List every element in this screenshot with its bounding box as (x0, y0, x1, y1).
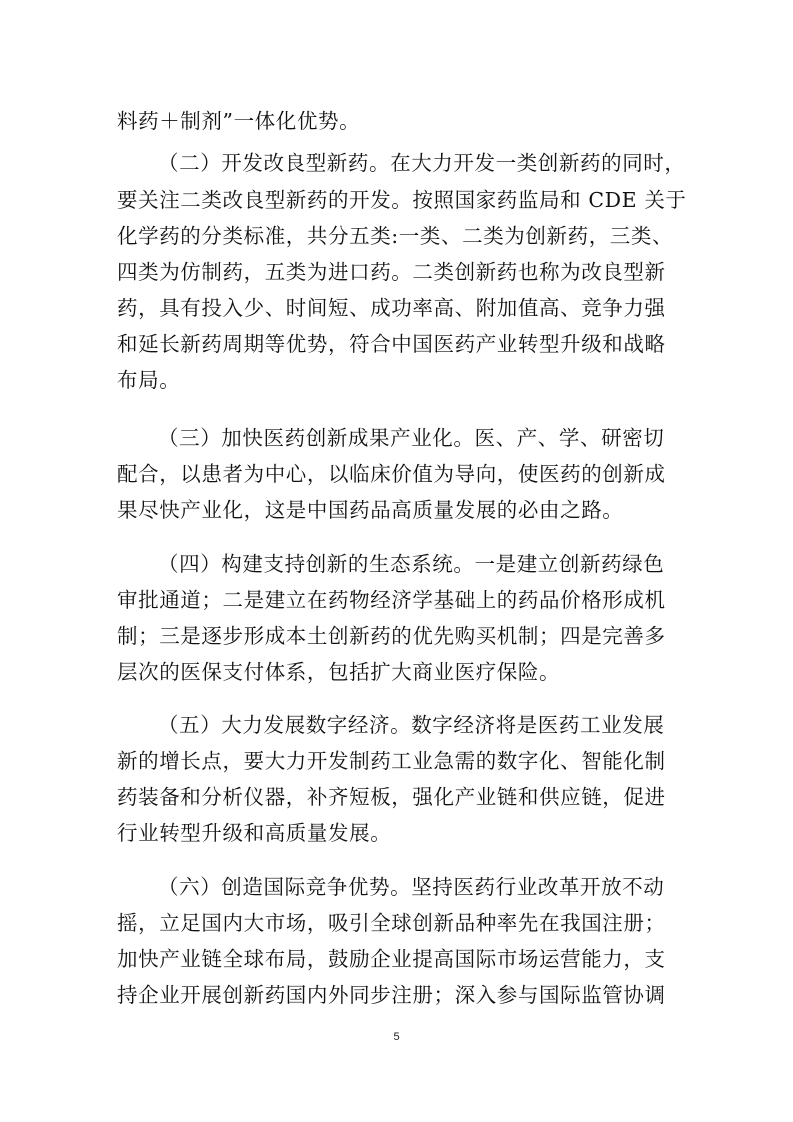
text-line: 要关注二类改良型新药的开发。按照国家药监局和 CDE 关于 (117, 188, 687, 212)
page-number: 5 (393, 1031, 400, 1043)
text-line: 制；三是逐步形成本土创新药的优先购买机制；四是完善多 (117, 624, 666, 648)
text-line: 果尽快产业化，这是中国药品高质量发展的必由之路。 (117, 498, 624, 522)
text-line: （三）加快医药创新成果产业化。医、产、学、研密切 (158, 426, 665, 450)
text-line: 布局。 (117, 368, 181, 392)
text-line: （六）创造国际竞争优势。坚持医药行业改革开放不动 (158, 875, 665, 899)
text-line: 药，具有投入少、时间短、成功率高、附加值高、竞争力强 (117, 296, 666, 320)
text-line: （四）构建支持创新的生态系统。一是建立创新药绿色 (158, 552, 665, 576)
text-line: 行业转型升级和高质量发展。 (117, 821, 392, 845)
text-line: （二）开发改良型新药。在大力开发一类创新药的同时， (158, 151, 686, 175)
text-line: 新的增长点，要大力开发制药工业急需的数字化、智能化制 (117, 749, 666, 773)
text-line: 和延长新药周期等优势，符合中国医药产业转型升级和战略 (117, 332, 666, 356)
text-line: （五）大力发展数字经济。数字经济将是医药工业发展 (158, 713, 665, 737)
text-line: 料药＋制剂”一体化优势。 (117, 109, 361, 133)
text-line: 四类为仿制药，五类为进口药。二类创新药也称为改良型新 (117, 260, 666, 284)
text-line: 配合，以患者为中心，以临床价值为导向，使医药的创新成 (117, 462, 666, 486)
text-line: 持企业开展创新药国内外同步注册；深入参与国际监管协调 (117, 983, 666, 1007)
text-line: 加快产业链全球布局，鼓励企业提高国际市场运营能力，支 (117, 947, 666, 971)
text-line: 化学药的分类标准，共分五类:一类、二类为创新药，三类、 (117, 224, 674, 248)
text-line: 层次的医保支付体系，包括扩大商业医疗保险。 (117, 660, 561, 684)
text-line: 审批通道；二是建立在药物经济学基础上的药品价格形成机 (117, 588, 666, 612)
text-line: 药装备和分析仪器，补齐短板，强化产业链和供应链，促进 (117, 785, 666, 809)
text-line: 摇，立足国内大市场，吸引全球创新品种率先在我国注册； (117, 911, 666, 935)
